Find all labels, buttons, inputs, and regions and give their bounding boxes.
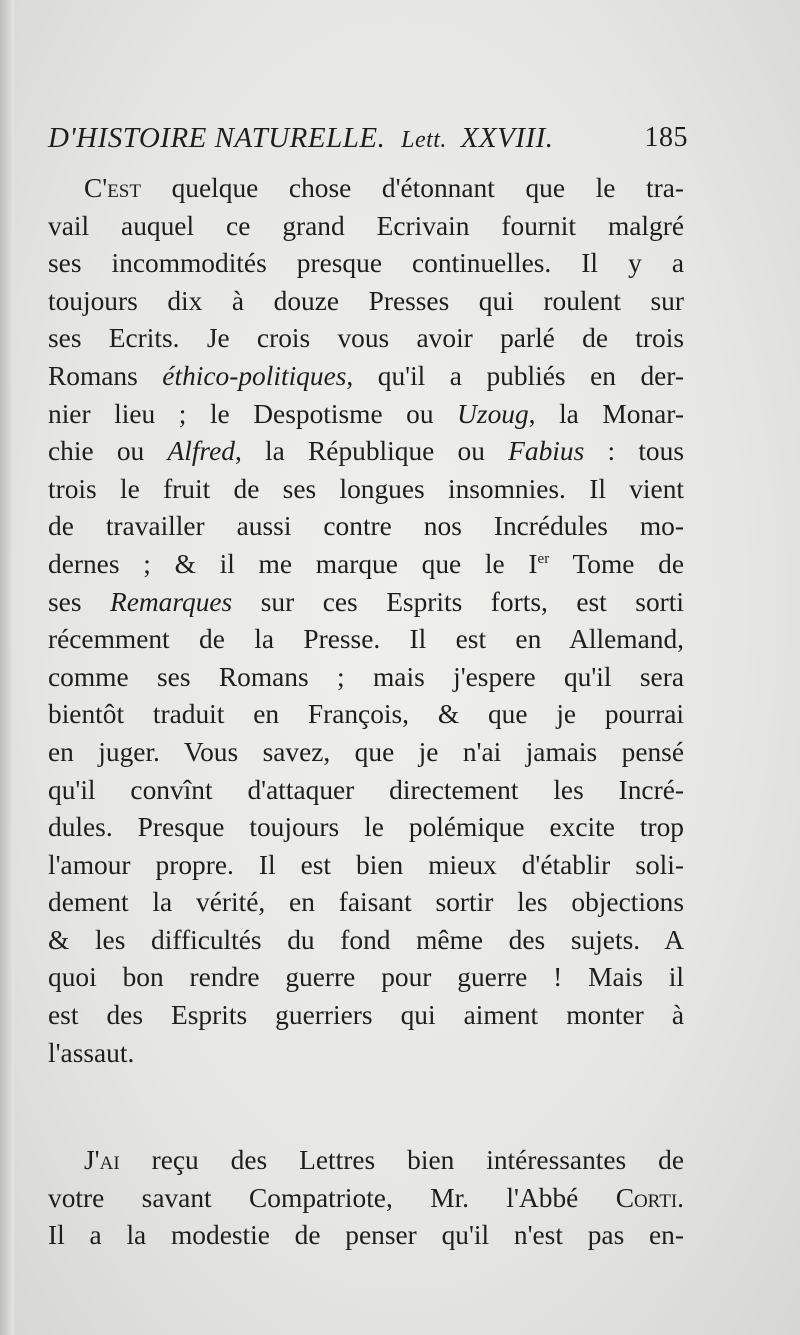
paragraph-2 — [48, 1142, 684, 1255]
text-line: Il a la modestie de penser qu'il n'est pas en- — [48, 1220, 684, 1251]
text-line: chie ou Alfred, la République ou Fabius : tous — [48, 436, 684, 467]
running-head-title: D'HISTOIRE NATURELLE. — [48, 122, 386, 154]
text-line: comme ses Romans ; mais j'espere qu'il sera — [48, 661, 684, 692]
text-line: quoi bon rendre guerre pour guerre ! Mais il — [48, 962, 684, 993]
text-line: dement la vérité, en faisant sortir les objections — [48, 887, 684, 918]
text-line: qu'il convînt d'attaquer directement les Incré- — [48, 774, 684, 805]
text-line: ses incommodités presque continuelles. Il y a — [48, 248, 684, 279]
text-line: ses Remarques sur ces Esprits forts, est sorti — [48, 586, 684, 617]
text-line: Romans éthico-politiques, qu'il a publiés en der- — [48, 360, 684, 391]
text-line: votre savant Compatriote, Mr. l'Abbé Corti. — [48, 1182, 684, 1213]
text-line: ses Ecrits. Je crois vous avoir parlé de trois — [48, 323, 684, 354]
paragraph-opening-word: C'est — [84, 173, 141, 203]
text-line: & les difficultés du fond même des sujets. A — [48, 924, 684, 955]
running-head-volume: XXVIII. — [460, 122, 554, 154]
text-line: en juger. Vous savez, que je n'ai jamais pensé — [48, 736, 684, 767]
text-line: l'assaut. — [48, 1037, 135, 1068]
text-line: récemment de la Presse. Il est en Allemand, — [48, 624, 684, 655]
text-line: J'ai reçu des Lettres bien intéressantes de — [84, 1145, 684, 1175]
page-number: 185 — [644, 122, 688, 153]
text-line: nier lieu ; le Despotisme ou Uzoug, la Monar- — [48, 398, 684, 429]
superscript: er — [537, 550, 550, 567]
text-line: vail auquel ce grand Ecrivain fournit malgré — [48, 210, 684, 241]
text-line: C'est quelque chose d'étonnant que le tra- — [84, 173, 684, 203]
paragraph-1 — [48, 170, 684, 1072]
text-line: l'amour propre. Il est bien mieux d'établir soli- — [48, 849, 684, 880]
text-line: dernes ; & il me marque que le Ier Tome de — [48, 548, 685, 579]
text-line: de travailler aussi contre nos Incrédules mo- — [48, 511, 684, 542]
running-head-letter: Lett. — [401, 127, 447, 153]
paragraph-opening-word: J'ai — [84, 1145, 120, 1175]
person-name: Corti. — [615, 1182, 684, 1213]
text-line: bientôt traduit en François, & que je pourrai — [48, 699, 684, 730]
text-line: trois le fruit de ses longues insomnies. Il vient — [48, 473, 684, 504]
running-head — [48, 122, 688, 162]
text-line: dules. Presque toujours le polémique excite trop — [48, 812, 684, 843]
page-gutter-shadow — [0, 0, 14, 1335]
text-line: est des Esprits guerriers qui aiment monter à — [48, 1000, 684, 1031]
text-line: toujours dix à douze Presses qui roulent sur — [48, 285, 684, 316]
